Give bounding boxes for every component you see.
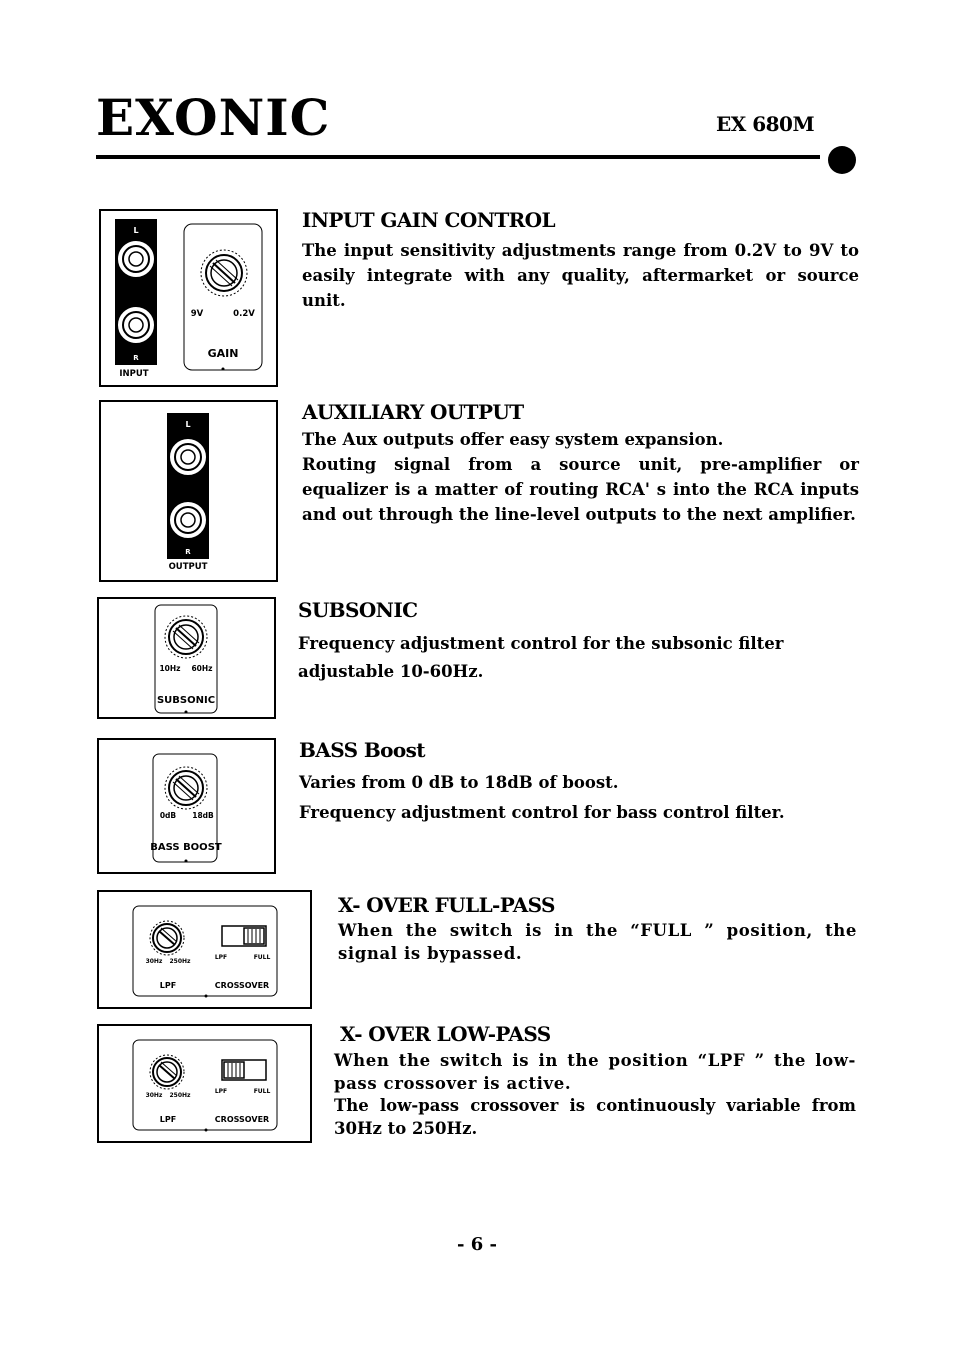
output-l-label: L — [185, 420, 191, 429]
header-dot — [828, 146, 856, 174]
xover-lpf-diagram — [97, 1024, 312, 1143]
section-heading-subsonic: SUBSONIC — [298, 598, 418, 622]
page-number: - 6 - — [457, 1234, 497, 1255]
subsonic-caption: SUBSONIC — [156, 695, 216, 706]
paragraph: Frequency adjustment control for bass control filter. — [299, 803, 785, 822]
paragraph: Frequency adjustment control for the subsonic filter adjustable 10-60Hz. — [298, 634, 784, 681]
header-rule — [96, 155, 820, 159]
input-caption: INPUT — [119, 369, 149, 379]
lpf-30hz-label: 30Hz — [145, 958, 163, 965]
model-number: EX 680M — [716, 112, 815, 136]
paragraph: The low-pass crossover is continuously variable from 30Hz to 250Hz. — [334, 1096, 856, 1138]
bass-0db-label: 0dB — [159, 811, 177, 820]
section-heading-bass-boost: BASS Boost — [299, 738, 425, 762]
input-l-label: L — [133, 226, 139, 235]
crossover-caption: CROSSOVER — [214, 981, 270, 990]
lpf-250hz-label: 250Hz — [169, 958, 191, 965]
subsonic-diagram — [97, 597, 276, 719]
section-heading-xover-lpf: X- OVER LOW-PASS — [340, 1022, 551, 1046]
paragraph: The Aux outputs offer easy system expansion. — [302, 430, 724, 449]
lpf-30hz-label: 30Hz — [145, 1092, 163, 1099]
bass-18db-label: 18dB — [192, 811, 214, 820]
gain-02v-label: 0.2V — [233, 309, 255, 319]
paragraph: The input sensitivity adjustments range from 0.2V to 9V to easily integrate with any quality, aftermarket or source unit. — [302, 241, 859, 310]
section-body-xover-full — [338, 919, 857, 965]
lpf-caption: LPF — [159, 1115, 177, 1124]
section-heading-xover-full: X- OVER FULL-PASS — [338, 893, 555, 917]
input-gain-diagram — [99, 209, 278, 387]
gain-caption: GAIN — [207, 347, 239, 360]
output-r-label: R — [185, 548, 191, 556]
section-body-xover-lpf — [334, 1050, 856, 1140]
xover-full-diagram — [97, 890, 312, 1009]
section-body-aux-output — [302, 427, 859, 527]
lpf-caption: LPF — [159, 981, 177, 990]
brand-logo: EXONIC — [96, 88, 331, 147]
switch-full-label: FULL — [253, 1088, 271, 1095]
switch-lpf-label: LPF — [214, 954, 228, 961]
input-r-label: R — [133, 354, 139, 362]
crossover-caption: CROSSOVER — [214, 1115, 270, 1124]
section-heading-aux-output: AUXILIARY OUTPUT — [302, 400, 524, 424]
section-body-subsonic — [298, 630, 838, 686]
paragraph: Routing signal from a source unit, pre-amplifier or equalizer is a matter of routing RCA' s into the RCA inputs and out through the line-level outputs to the next amplifier. — [302, 455, 859, 524]
paragraph: When the switch is in the “FULL ” position, the signal is bypassed. — [338, 921, 857, 963]
subsonic-10hz-label: 10Hz — [159, 664, 181, 673]
switch-lpf-label: LPF — [214, 1088, 228, 1095]
paragraph: When the switch is in the position “LPF ” the low-pass crossover is active. — [334, 1051, 856, 1093]
bass-boost-diagram — [97, 738, 276, 874]
subsonic-60hz-label: 60Hz — [191, 664, 213, 673]
gain-9v-label: 9V — [190, 309, 204, 319]
switch-full-label: FULL — [253, 954, 271, 961]
lpf-250hz-label: 250Hz — [169, 1092, 191, 1099]
output-caption: OUTPUT — [168, 562, 208, 572]
section-body-input-gain — [302, 238, 859, 313]
section-body-bass-boost — [299, 768, 839, 828]
bass-caption: BASS BOOST — [150, 842, 222, 853]
paragraph: Varies from 0 dB to 18dB of boost. — [299, 773, 619, 792]
aux-output-diagram — [99, 400, 278, 582]
section-heading-input-gain: INPUT GAIN CONTROL — [302, 208, 555, 232]
